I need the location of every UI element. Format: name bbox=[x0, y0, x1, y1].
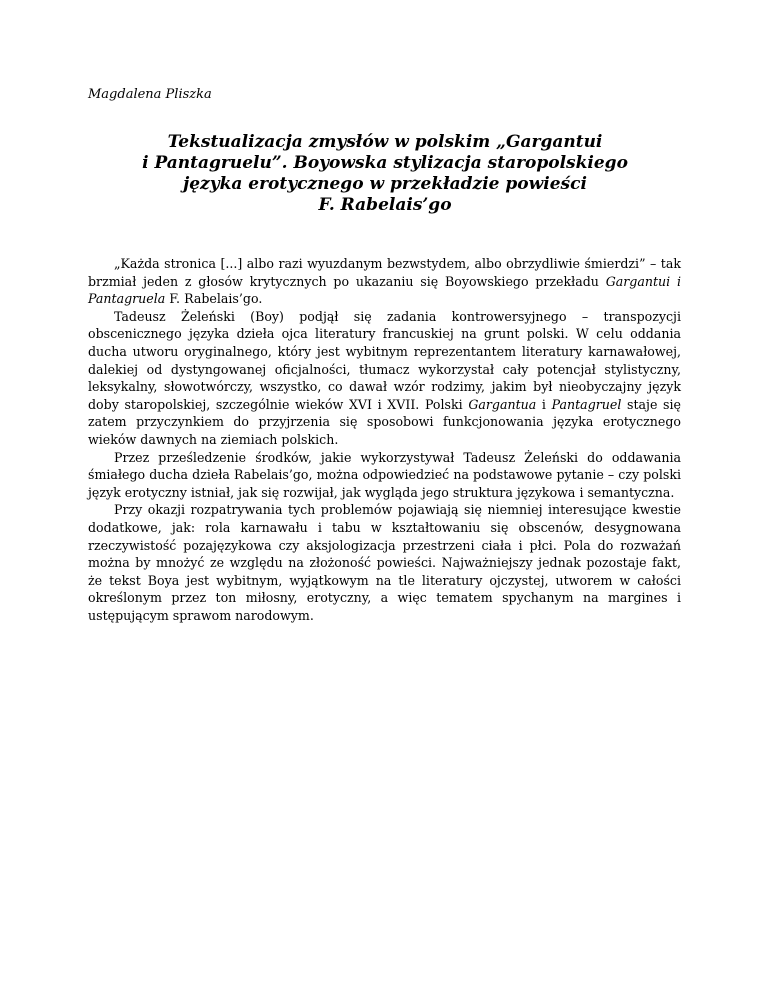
title-line: F. Rabelais’go bbox=[318, 195, 452, 215]
author-name: Magdalena Pliszka bbox=[88, 87, 212, 102]
paragraph-1-book-title: Gargantui i Pantagruela bbox=[88, 273, 681, 307]
paragraph-2-book-title-1: Gargantua bbox=[468, 396, 537, 412]
paragraph-3: Przez prześledzenie środków, jakie wykorzystywał Tadeusz Żeleński do oddawania śmiałego ducha dzieła Rabelais’go, można odpowiedzieć na podstawowe pytanie – czy polski język erotyczny istniał, jak się rozwijał, jak wygląda jego struktura językowa i semantyczna. bbox=[88, 449, 681, 500]
paragraph-2-text-b: staje się zatem przyczynkiem do przyjrzenia się sposobowi funkcjonowania języka erotycznego wieków dawnych na ziemiach polskich. bbox=[88, 396, 681, 447]
title-line: Tekstualizacja zmysłów w polskim „Gargantui bbox=[167, 132, 603, 152]
paragraph-1-text-b: F. Rabelais’go. bbox=[165, 291, 263, 307]
title-line: języka erotycznego w przekładzie powieści bbox=[183, 174, 587, 194]
paragraph-2-text-a: Tadeusz Żeleński (Boy) podjął się zadania kontrowersyjnego – transpozycji obscenicznego języka dzieła ojca literatury francuskiej na grunt polski. W celu oddania ducha utworu oryginalnego, który jest wybitnym reprezentantem literatury karnawałowej, dalekiej od dystyngowanej oficjalności, tłumacz wykorzystał cały potencjał stylistyczny, leksykalny, słowotwórczy, wszystko, co dawał wzór rodzimy, jakim był nieobyczajny język doby staropolskiej, szczególnie wieków XVI i XVII. Polski bbox=[88, 308, 681, 412]
title-line: i Pantagruelu”. Boyowska stylizacja staropolskiego bbox=[142, 153, 628, 173]
paragraph-2 bbox=[88, 308, 681, 449]
document-body bbox=[88, 255, 681, 624]
document-title bbox=[90, 132, 680, 216]
paragraph-4: Przy okazji rozpatrywania tych problemów pojawiają się niemniej interesujące kwestie dodatkowe, jak: rola karnawału i tabu w kształtowaniu się obscenów, desygnowana rzeczywistość pozajęzykowa czy aksjologizacja przestrzeni ciała i płci. Pola do rozważań można by mnożyć ze względu na złożoność powieści. Najważniejszy jednak pozostaje fakt, że tekst Boya jest wybitnym, wyjątkowym na tle literatury ojczystej, utworem w całości określonym przez ton miłosny, erotyczny, a więc tematem spychanym na margines i ustępującym sprawom narodowym. bbox=[88, 502, 681, 623]
paragraph-1 bbox=[88, 255, 681, 308]
paragraph-2-conjunction: i bbox=[536, 396, 552, 412]
paragraph-2-book-title-2: Pantagruel bbox=[551, 396, 622, 412]
paragraph-1-text-a: „Każda stronica [...] albo razi wyuzdanym bezwstydem, albo obrzydliwie śmierdzi” – tak brzmiał jeden z głosów krytycznych po ukazaniu się Boyowskiego przekładu bbox=[88, 256, 681, 289]
